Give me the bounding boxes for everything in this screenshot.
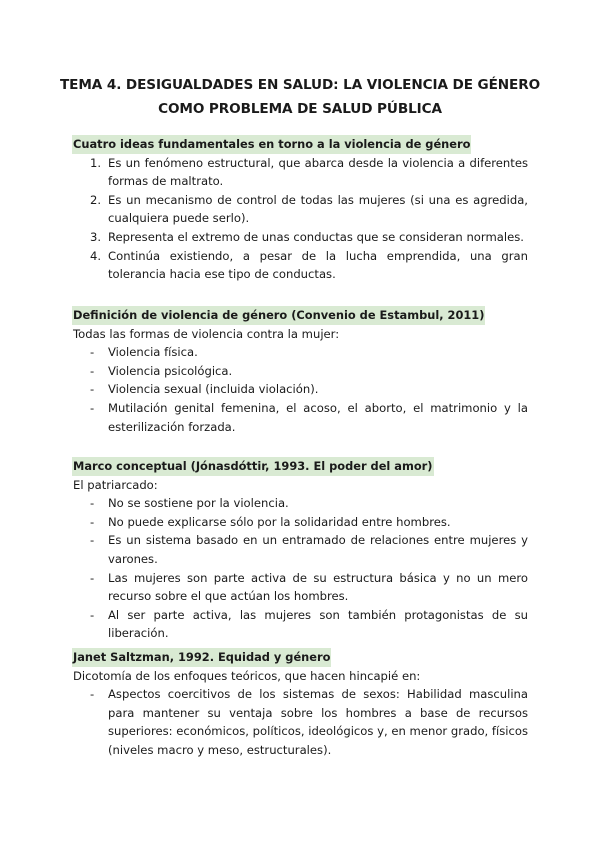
list-item: - Mutilación genital femenina, el acoso, el aborto, el matrimonio y la esterilización forzada. [73, 399, 528, 436]
document-title [60, 73, 540, 121]
section-intro: Todas las formas de violencia contra la mujer: [73, 326, 340, 341]
section-saltzman [73, 648, 528, 760]
section-definicion [73, 306, 528, 436]
numbered-list [73, 154, 528, 284]
section-ideas [73, 135, 528, 284]
title-line-2: COMO PROBLEMA DE SALUD PÚBLICA [158, 101, 442, 117]
section-heading: Definición de violencia de género (Convenio de Estambul, 2011) [72, 306, 485, 325]
list-item: - Violencia sexual (incluida violación). [73, 380, 528, 399]
section-intro: Dicotomía de los enfoques teóricos, que hacen hincapié en: [73, 668, 421, 683]
list-item: - Violencia psicológica. [73, 362, 528, 381]
list-item: - Es un sistema basado en un entramado de relaciones entre mujeres y varones. [73, 531, 528, 568]
title-line-1: TEMA 4. DESIGUALDADES EN SALUD: LA VIOLENCIA DE GÉNERO [60, 77, 541, 93]
section-intro: El patriarcado: [73, 477, 158, 492]
list-item: - Violencia física. [73, 343, 528, 362]
list-item: - Las mujeres son parte activa de su estructura básica y no un mero recurso sobre el que actúan los hombres. [73, 569, 528, 606]
dash-list [73, 343, 528, 436]
list-item: - No se sostiene por la violencia. [73, 494, 528, 513]
section-heading: Cuatro ideas fundamentales en torno a la violencia de género [72, 135, 471, 154]
list-item: 4. Continúa existiendo, a pesar de la lucha emprendida, una gran tolerancia hacia ese tipo de conductas. [73, 247, 528, 284]
section-marco [73, 457, 528, 643]
section-heading: Janet Saltzman, 1992. Equidad y género [72, 648, 331, 667]
dash-list [73, 494, 528, 643]
list-item: 1. Es un fenómeno estructural, que abarca desde la violencia a diferentes formas de maltrato. [73, 154, 528, 191]
list-item: 2. Es un mecanismo de control de todas las mujeres (si una es agredida, cualquiera puede serlo). [73, 191, 528, 228]
list-item: 3. Representa el extremo de unas conductas que se consideran normales. [73, 228, 528, 247]
dash-list [73, 685, 528, 759]
list-item: - Aspectos coercitivos de los sistemas de sexos: Habilidad masculina para mantener su ventaja sobre los hombres a base de recursos superiores: económicos, políticos, ideológicos y, en menor grado, físicos (niveles macro y meso, estructurales). [73, 685, 528, 759]
list-item: - No puede explicarse sólo por la solidaridad entre hombres. [73, 513, 528, 532]
section-heading: Marco conceptual (Jónasdóttir, 1993. El poder del amor) [72, 457, 434, 476]
list-item: - Al ser parte activa, las mujeres son también protagonistas de su liberación. [73, 606, 528, 643]
